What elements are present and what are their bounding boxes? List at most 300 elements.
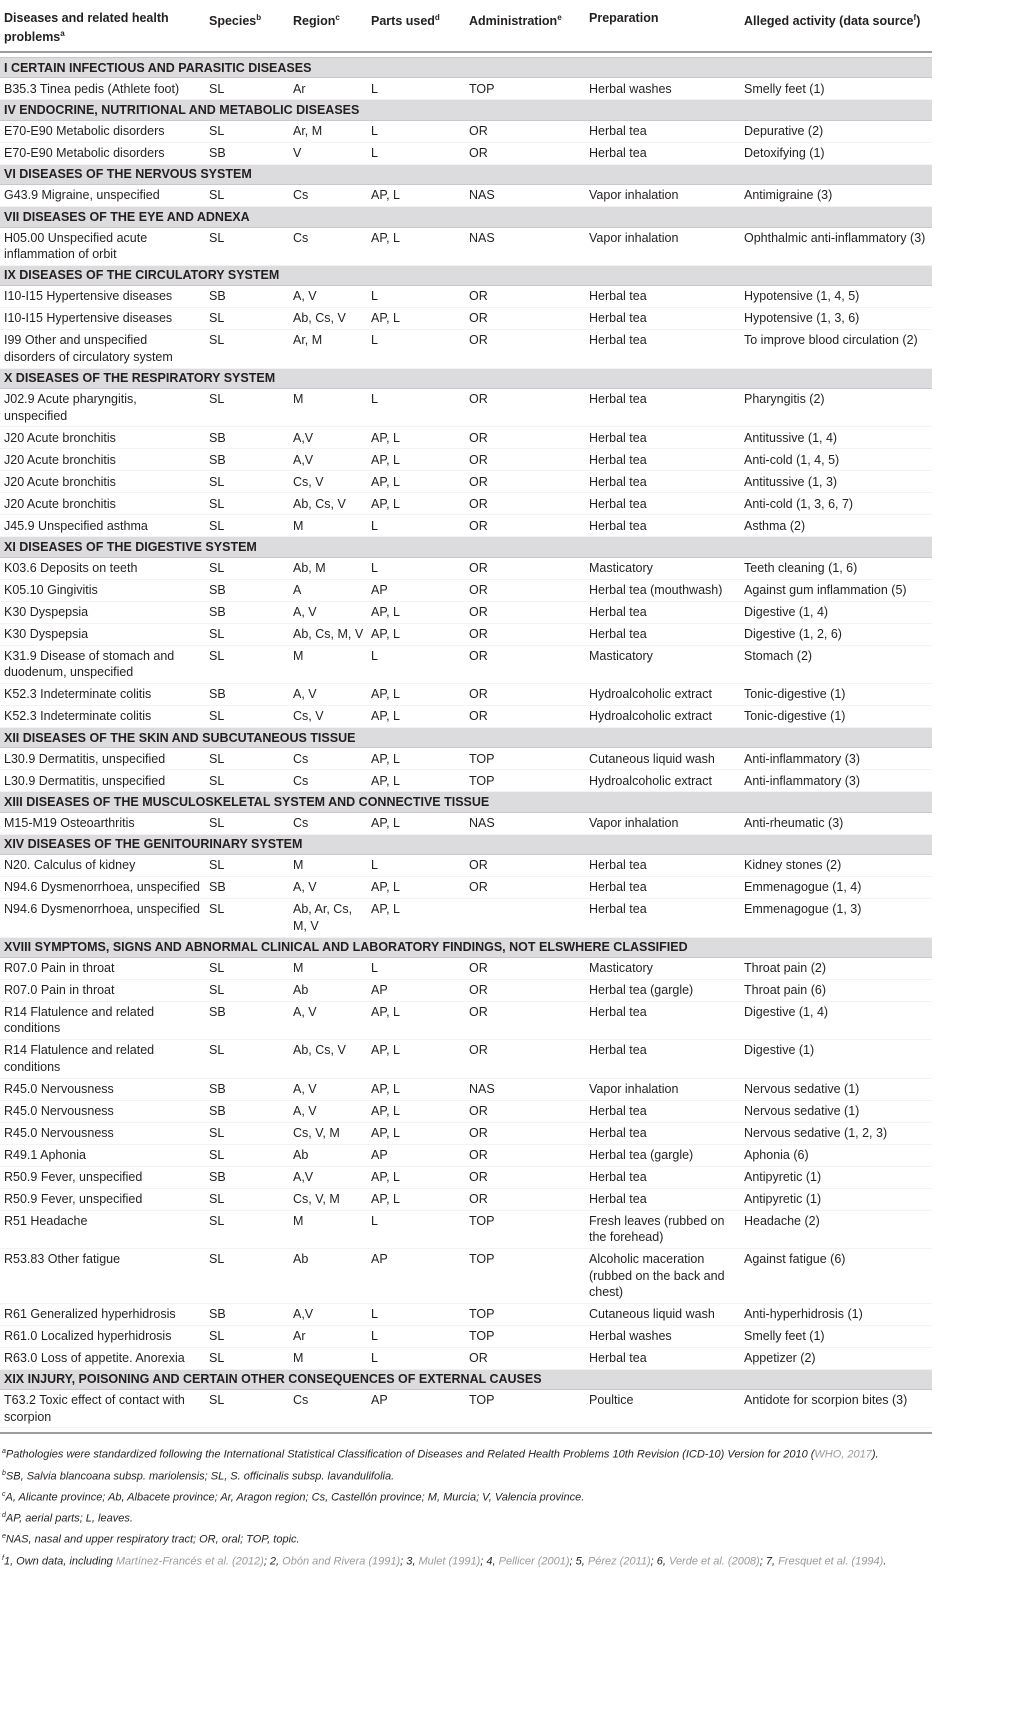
table-cell: Alcoholic maceration (rubbed on the back and chest) (585, 1248, 740, 1303)
table-row (0, 1166, 932, 1188)
table-row (0, 1248, 932, 1303)
table-cell: Fresh leaves (rubbed on the forehead) (585, 1210, 740, 1248)
table-cell: TOP (465, 748, 585, 770)
table-cell: OR (465, 1144, 585, 1166)
table-cell: AP, L (367, 1040, 465, 1078)
table-cell: M (289, 1210, 367, 1248)
table-cell: NAS (465, 812, 585, 834)
table-cell: Nervous sedative (1) (740, 1078, 932, 1100)
table-cell: Aphonia (6) (740, 1144, 932, 1166)
table-cell: SL (205, 1347, 289, 1369)
column-header-text: Preparation (589, 11, 659, 25)
table-cell: SL (205, 706, 289, 728)
table-row (0, 979, 932, 1001)
table-cell: A, V (289, 601, 367, 623)
table-cell: A, V (289, 877, 367, 899)
table-cell: Stomach (2) (740, 645, 932, 683)
table-row (0, 286, 932, 308)
table-cell: M (289, 645, 367, 683)
table-cell: AP (367, 1248, 465, 1303)
table-row (0, 1325, 932, 1347)
table-cell: AP, L (367, 770, 465, 792)
table-cell: SL (205, 957, 289, 979)
table-row (0, 748, 932, 770)
table-cell: Ab, Cs, V (289, 493, 367, 515)
table-cell: AP, L (367, 877, 465, 899)
table-cell: OR (465, 493, 585, 515)
table-cell: AP, L (367, 493, 465, 515)
table-row (0, 623, 932, 645)
table-cell: M15-M19 Osteoarthritis (0, 812, 205, 834)
table-cell: Pharyngitis (2) (740, 389, 932, 427)
table-cell: SB (205, 1100, 289, 1122)
section-header-row (0, 58, 932, 78)
footnote (2, 1528, 928, 1549)
table-cell: Ar, M (289, 120, 367, 142)
reference-link[interactable]: WHO, 2017 (814, 1449, 872, 1462)
column-header-text: Alleged activity (data source (744, 14, 914, 29)
table-cell: Hydroalcoholic extract (585, 706, 740, 728)
table-cell: NAS (465, 185, 585, 207)
table-cell: Ab, Cs, V (289, 308, 367, 330)
table-cell: AP, L (367, 449, 465, 471)
table-cell: SB (205, 1166, 289, 1188)
footnote (2, 1507, 928, 1528)
table-cell: AP, L (367, 427, 465, 449)
table-cell: Cs (289, 770, 367, 792)
table-cell: Cutaneous liquid wash (585, 1303, 740, 1325)
table-cell: OR (465, 706, 585, 728)
table-cell: AP, L (367, 227, 465, 265)
section-title: XVIII SYMPTOMS, SIGNS AND ABNORMAL CLINICAL AND LABORATORY FINDINGS, NOT ELSWHERE CLASSIFIED (0, 937, 932, 957)
footnote-sources (2, 1550, 928, 1571)
section-header-row (0, 368, 932, 388)
table-cell: Anti-inflammatory (3) (740, 770, 932, 792)
table-cell: SL (205, 812, 289, 834)
table-cell: AP, L (367, 1001, 465, 1039)
reference-link[interactable]: Obón and Rivera (1991) (282, 1555, 401, 1568)
table-cell: OR (465, 877, 585, 899)
table-cell: L (367, 855, 465, 877)
table-cell: SB (205, 579, 289, 601)
reference-link[interactable]: Verde et al. (2008) (669, 1555, 760, 1568)
table-cell: SL (205, 78, 289, 100)
table-row (0, 1390, 932, 1428)
table-cell: M (289, 1347, 367, 1369)
column-header (585, 3, 740, 52)
table-cell: OR (465, 142, 585, 164)
table-cell: Smelly feet (1) (740, 78, 932, 100)
table-row (0, 1144, 932, 1166)
table-cell: OR (465, 1347, 585, 1369)
table-cell: Masticatory (585, 557, 740, 579)
footnote-text: ; 7, (759, 1555, 779, 1568)
column-header-footnote-mark: f (913, 13, 917, 22)
table-cell: A, V (289, 1100, 367, 1122)
table-cell: E70-E90 Metabolic disorders (0, 120, 205, 142)
table-cell: L (367, 957, 465, 979)
table-cell: E70-E90 Metabolic disorders (0, 142, 205, 164)
table-cell: Cs, V, M (289, 1188, 367, 1210)
table-cell: Masticatory (585, 645, 740, 683)
table-cell: I99 Other and unspecified disorders of circulatory system (0, 330, 205, 368)
table-cell: Herbal tea (585, 493, 740, 515)
table-cell: A,V (289, 427, 367, 449)
table-cell: R51 Headache (0, 1210, 205, 1248)
table-cell: L (367, 120, 465, 142)
table-cell: L (367, 515, 465, 537)
table-cell: Digestive (1) (740, 1040, 932, 1078)
table-cell: N20. Calculus of kidney (0, 855, 205, 877)
table-cell: Cs, V (289, 471, 367, 493)
table-cell: A, V (289, 684, 367, 706)
table-cell: TOP (465, 78, 585, 100)
column-header-footnote-mark: b (256, 13, 262, 22)
table-cell: AP, L (367, 1188, 465, 1210)
table-cell: Anti-rheumatic (3) (740, 812, 932, 834)
column-header-footnote-mark: e (557, 13, 562, 22)
table-cell: R07.0 Pain in throat (0, 979, 205, 1001)
section-title: VI DISEASES OF THE NERVOUS SYSTEM (0, 164, 932, 184)
reference-link[interactable]: Pellicer (2001) (498, 1555, 570, 1568)
table-cell: Ab (289, 1248, 367, 1303)
table-cell: Teeth cleaning (1, 6) (740, 557, 932, 579)
footnote-text: ; 5, (569, 1555, 588, 1568)
table-cell: Hypotensive (1, 4, 5) (740, 286, 932, 308)
table-row (0, 1210, 932, 1248)
table-row (0, 601, 932, 623)
table-cell: SB (205, 449, 289, 471)
column-header-footnote-mark: c (335, 13, 340, 22)
section-header-row (0, 265, 932, 285)
table-cell: Herbal tea (585, 515, 740, 537)
table-cell: SB (205, 142, 289, 164)
table-cell: SB (205, 601, 289, 623)
table-cell: Herbal tea (585, 1166, 740, 1188)
table-cell: AP, L (367, 1166, 465, 1188)
table-cell: Herbal tea (585, 1347, 740, 1369)
table-cell: A,V (289, 449, 367, 471)
table-cell: Against fatigue (6) (740, 1248, 932, 1303)
table-cell: A,V (289, 1166, 367, 1188)
table-row (0, 770, 932, 792)
footnote-text: . (883, 1555, 887, 1568)
section-header-row (0, 792, 932, 812)
column-header (289, 3, 367, 52)
section-title: XII DISEASES OF THE SKIN AND SUBCUTANEOUS TISSUE (0, 728, 932, 748)
table-row (0, 957, 932, 979)
table-cell: R63.0 Loss of appetite. Anorexia (0, 1347, 205, 1369)
table-cell: OR (465, 1166, 585, 1188)
table-cell: Poultice (585, 1390, 740, 1428)
table-cell: AP, L (367, 471, 465, 493)
table-cell: K03.6 Deposits on teeth (0, 557, 205, 579)
table-cell: Cs (289, 1390, 367, 1428)
table-cell: K52.3 Indeterminate colitis (0, 706, 205, 728)
table-cell: Herbal tea (585, 855, 740, 877)
table-cell: N94.6 Dysmenorrhoea, unspecified (0, 877, 205, 899)
table-cell: Cs (289, 812, 367, 834)
table-cell: SL (205, 120, 289, 142)
footnote-text-end: ). (871, 1449, 879, 1462)
table-cell: OR (465, 957, 585, 979)
table-cell: SL (205, 308, 289, 330)
table-cell: OR (465, 979, 585, 1001)
column-header-text: Parts used (371, 14, 435, 29)
table-cell: Herbal tea (mouthwash) (585, 579, 740, 601)
table-row (0, 427, 932, 449)
table-cell: Digestive (1, 4) (740, 601, 932, 623)
table-cell: SB (205, 1001, 289, 1039)
table-cell: L (367, 557, 465, 579)
table-cell: NAS (465, 1078, 585, 1100)
section-title: XIX INJURY, POISONING AND CERTAIN OTHER CONSEQUENCES OF EXTERNAL CAUSES (0, 1369, 932, 1389)
table-cell: G43.9 Migraine, unspecified (0, 185, 205, 207)
table-row (0, 877, 932, 899)
table-cell: SL (205, 1210, 289, 1248)
footnote (2, 1486, 928, 1507)
table-cell: R50.9 Fever, unspecified (0, 1166, 205, 1188)
table-row (0, 706, 932, 728)
table-cell: J20 Acute bronchitis (0, 493, 205, 515)
reference-link[interactable]: Fresquet et al. (1994) (778, 1555, 884, 1568)
table-cell: SB (205, 684, 289, 706)
column-header-text-end: ) (916, 14, 921, 29)
footnote-text: SB, Salvia blancoana subsp. mariolensis; SL, S. officinalis subsp. lavandulifolia. (5, 1470, 395, 1483)
table-cell: Ab, Ar, Cs, M, V (289, 899, 367, 937)
table-cell: SL (205, 471, 289, 493)
table-row (0, 1040, 932, 1078)
table-row (0, 471, 932, 493)
table-cell: R45.0 Nervousness (0, 1122, 205, 1144)
table-row (0, 142, 932, 164)
table-cell: Ab, Cs, M, V (289, 623, 367, 645)
table-cell: OR (465, 286, 585, 308)
footnote-mark: a (2, 1448, 6, 1456)
table-cell: Herbal tea (585, 1188, 740, 1210)
section-header-row (0, 537, 932, 557)
table-cell: N94.6 Dysmenorrhoea, unspecified (0, 899, 205, 937)
table-cell: AP, L (367, 812, 465, 834)
table-cell: Tonic-digestive (1) (740, 706, 932, 728)
section-title: IX DISEASES OF THE CIRCULATORY SYSTEM (0, 265, 932, 285)
table-cell: Cutaneous liquid wash (585, 748, 740, 770)
table-cell: Digestive (1, 2, 6) (740, 623, 932, 645)
table-row (0, 645, 932, 683)
table-cell: Anti-cold (1, 4, 5) (740, 449, 932, 471)
section-title: I CERTAIN INFECTIOUS AND PARASITIC DISEASES (0, 58, 932, 78)
table-cell: Herbal washes (585, 78, 740, 100)
table-cell: V (289, 142, 367, 164)
table-cell: A, V (289, 1078, 367, 1100)
table-cell: OR (465, 579, 585, 601)
table-cell: To improve blood circulation (2) (740, 330, 932, 368)
table-cell: OR (465, 427, 585, 449)
table-cell: Herbal tea (585, 623, 740, 645)
table-row (0, 120, 932, 142)
table-cell: Vapor inhalation (585, 1078, 740, 1100)
table-cell: Herbal tea (585, 877, 740, 899)
column-header (367, 3, 465, 52)
table-cell: I10-I15 Hypertensive diseases (0, 308, 205, 330)
table-cell: AP, L (367, 623, 465, 645)
table-cell: J20 Acute bronchitis (0, 471, 205, 493)
table-row (0, 1100, 932, 1122)
table-cell: Herbal tea (585, 308, 740, 330)
table-cell: M (289, 515, 367, 537)
table-cell (465, 899, 585, 937)
table-cell: T63.2 Toxic effect of contact with scorpion (0, 1390, 205, 1428)
table-cell: SL (205, 1390, 289, 1428)
table-cell: Herbal tea (585, 142, 740, 164)
table-cell: Antipyretic (1) (740, 1166, 932, 1188)
table-cell: Ab (289, 979, 367, 1001)
column-header-text: Species (209, 14, 257, 29)
table-cell: NAS (465, 227, 585, 265)
table-cell: AP (367, 979, 465, 1001)
table-cell: L (367, 645, 465, 683)
section-title: VII DISEASES OF THE EYE AND ADNEXA (0, 207, 932, 227)
table-row (0, 855, 932, 877)
table-cell: R61 Generalized hyperhidrosis (0, 1303, 205, 1325)
table-cell: Digestive (1, 4) (740, 1001, 932, 1039)
section-title: X DISEASES OF THE RESPIRATORY SYSTEM (0, 368, 932, 388)
table-cell: L30.9 Dermatitis, unspecified (0, 770, 205, 792)
table-cell: Hypotensive (1, 3, 6) (740, 308, 932, 330)
section-title: IV ENDOCRINE, NUTRITIONAL AND METABOLIC DISEASES (0, 100, 932, 120)
table-cell: Antidote for scorpion bites (3) (740, 1390, 932, 1428)
table-cell: R61.0 Localized hyperhidrosis (0, 1325, 205, 1347)
table-cell: L (367, 1347, 465, 1369)
table-row (0, 1347, 932, 1369)
footnote-mark: d (2, 1512, 6, 1520)
section-header-row (0, 937, 932, 957)
table-cell: Hydroalcoholic extract (585, 770, 740, 792)
table-cell: Herbal tea (585, 330, 740, 368)
table-row (0, 899, 932, 937)
column-header (0, 3, 205, 52)
table-cell: SL (205, 185, 289, 207)
table-cell: J20 Acute bronchitis (0, 427, 205, 449)
column-header-footnote-mark: a (60, 29, 65, 38)
section-header-row (0, 207, 932, 227)
table-cell: OR (465, 684, 585, 706)
table-cell: Tonic-digestive (1) (740, 684, 932, 706)
table-cell: M (289, 855, 367, 877)
table-cell: R50.9 Fever, unspecified (0, 1188, 205, 1210)
table-cell: Detoxifying (1) (740, 142, 932, 164)
table-row (0, 684, 932, 706)
table-cell: Antitussive (1, 4) (740, 427, 932, 449)
table-cell: Anti-inflammatory (3) (740, 748, 932, 770)
column-header-footnote-mark: d (434, 13, 440, 22)
table-cell: SL (205, 1040, 289, 1078)
table-cell: J20 Acute bronchitis (0, 449, 205, 471)
table-cell: Antimigraine (3) (740, 185, 932, 207)
table-cell: Herbal tea (gargle) (585, 1144, 740, 1166)
table-cell: L30.9 Dermatitis, unspecified (0, 748, 205, 770)
table-cell: Herbal tea (585, 1100, 740, 1122)
table-cell: SB (205, 427, 289, 449)
table-cell: Herbal tea (585, 427, 740, 449)
table-cell: AP (367, 1144, 465, 1166)
table-footnotes (0, 1432, 932, 1571)
table-cell: SL (205, 1188, 289, 1210)
table-cell: L (367, 330, 465, 368)
table-body (0, 52, 932, 1428)
table-cell: K30 Dyspepsia (0, 601, 205, 623)
table-cell: Cs, V (289, 706, 367, 728)
reference-link[interactable]: Mulet (1991) (418, 1555, 481, 1568)
table-cell: Smelly feet (1) (740, 1325, 932, 1347)
footnote-text: NAS, nasal and upper respiratory tract; OR, oral; TOP, topic. (5, 1534, 300, 1547)
table-cell: Ab, Cs, V (289, 1040, 367, 1078)
section-header-row (0, 834, 932, 854)
table-cell: Herbal tea (585, 1040, 740, 1078)
table-cell: SL (205, 979, 289, 1001)
reference-link[interactable]: Pérez (2011) (587, 1555, 651, 1568)
table-cell: Ab, M (289, 557, 367, 579)
table-cell: AP, L (367, 1122, 465, 1144)
table-row (0, 185, 932, 207)
table-cell: M (289, 389, 367, 427)
table-cell: TOP (465, 1390, 585, 1428)
column-header-text: Diseases and related health problems (4, 11, 169, 45)
table-cell: R14 Flatulence and related conditions (0, 1001, 205, 1039)
table-cell: Throat pain (2) (740, 957, 932, 979)
table-cell: AP (367, 1390, 465, 1428)
table-row (0, 1303, 932, 1325)
section-title: XI DISEASES OF THE DIGESTIVE SYSTEM (0, 537, 932, 557)
table-cell: SB (205, 286, 289, 308)
table-cell: J45.9 Unspecified asthma (0, 515, 205, 537)
footnote (2, 1465, 928, 1486)
table-row (0, 1001, 932, 1039)
table-cell: M (289, 957, 367, 979)
table-cell: R53.83 Other fatigue (0, 1248, 205, 1303)
table-row (0, 449, 932, 471)
table-cell: OR (465, 515, 585, 537)
table-cell: SL (205, 1122, 289, 1144)
table-cell: OR (465, 1040, 585, 1078)
footnote-mark: c (2, 1490, 6, 1498)
reference-link[interactable]: Martínez-Francés et al. (2012) (115, 1555, 264, 1568)
table-row (0, 557, 932, 579)
table-cell: SL (205, 645, 289, 683)
table-cell: Appetizer (2) (740, 1347, 932, 1369)
table-row (0, 1122, 932, 1144)
table-cell: OR (465, 449, 585, 471)
table-row (0, 389, 932, 427)
table-cell: TOP (465, 1210, 585, 1248)
footnote-text: 1, Own data, including (3, 1555, 116, 1568)
table-cell: K31.9 Disease of stomach and duodenum, unspecified (0, 645, 205, 683)
table-row (0, 493, 932, 515)
table-cell: Anti-hyperhidrosis (1) (740, 1303, 932, 1325)
table-cell: Herbal tea (585, 286, 740, 308)
table-cell: SL (205, 1325, 289, 1347)
table-cell: Ar, M (289, 330, 367, 368)
footnote-text: ; 3, (400, 1555, 419, 1568)
table-cell: R45.0 Nervousness (0, 1100, 205, 1122)
table-cell: L (367, 1325, 465, 1347)
table-row (0, 1078, 932, 1100)
table-cell: OR (465, 308, 585, 330)
table-cell: SL (205, 623, 289, 645)
table-cell: SL (205, 515, 289, 537)
table-row (0, 812, 932, 834)
table-cell: Vapor inhalation (585, 185, 740, 207)
